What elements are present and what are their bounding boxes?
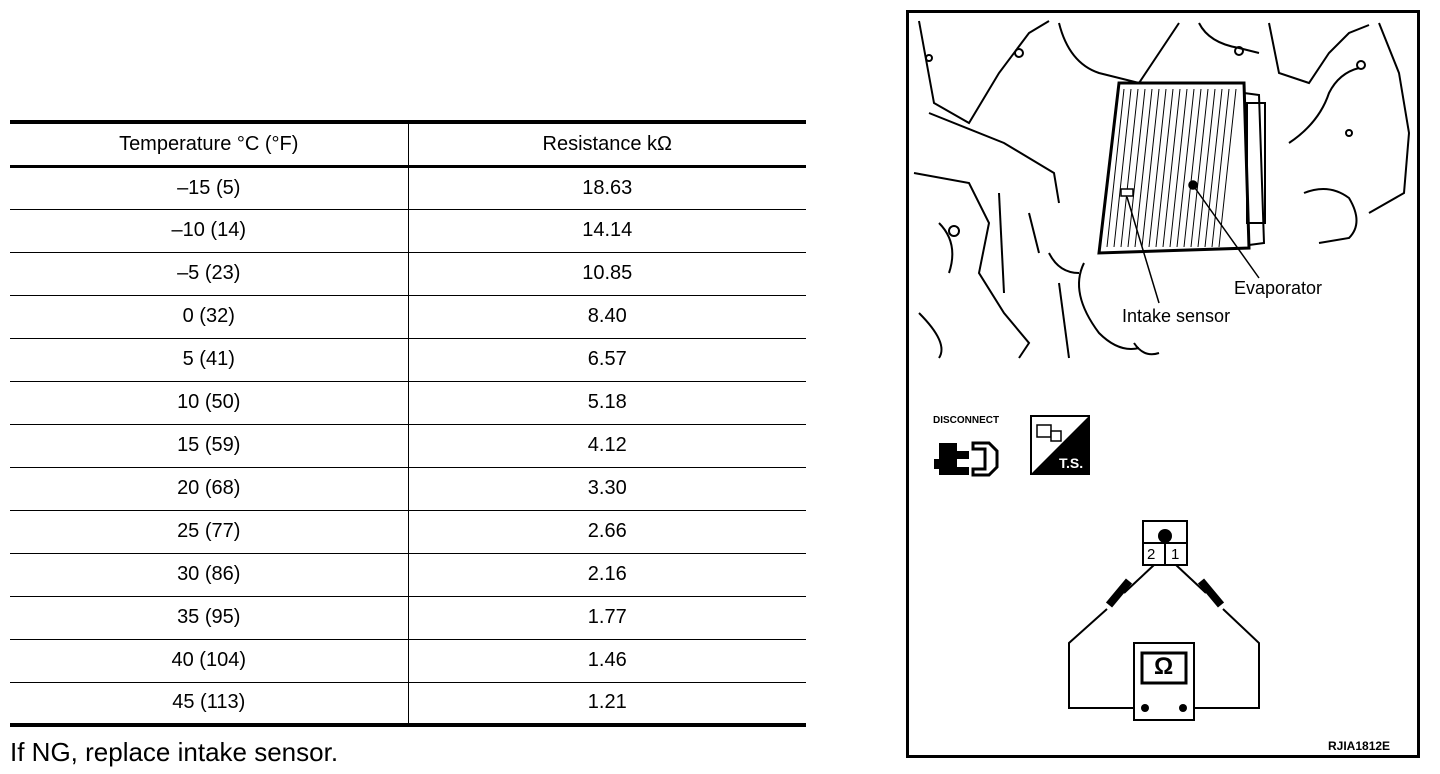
- header-resistance: Resistance kΩ: [408, 122, 806, 166]
- table-row: [10, 553, 806, 596]
- temperature-cell: 15 (59): [10, 424, 408, 467]
- figure-reference-code: RJIA1812E: [1328, 739, 1391, 753]
- resistance-cell: 2.16: [408, 553, 806, 596]
- temperature-cell: 10 (50): [10, 381, 408, 424]
- table-row: [10, 166, 806, 209]
- resistance-cell: 1.21: [408, 682, 806, 725]
- evaporator-label: Evaporator: [1234, 278, 1323, 298]
- temperature-cell: 0 (32): [10, 295, 408, 338]
- temperature-cell: 25 (77): [10, 510, 408, 553]
- intake-sensor-label: Intake sensor: [1122, 306, 1231, 326]
- table-row: [10, 467, 806, 510]
- temperature-cell: 45 (113): [10, 682, 408, 725]
- temperature-cell: –5 (23): [10, 252, 408, 295]
- temperature-cell: 40 (104): [10, 639, 408, 682]
- table-row: [10, 209, 806, 252]
- table-row: [10, 381, 806, 424]
- resistance-cell: 5.18: [408, 381, 806, 424]
- resistance-cell: 2.66: [408, 510, 806, 553]
- table-row: [10, 338, 806, 381]
- resistance-cell: 1.77: [408, 596, 806, 639]
- temperature-cell: 5 (41): [10, 338, 408, 381]
- disconnect-icon: [934, 443, 997, 475]
- replacement-note: If NG, replace intake sensor.: [10, 737, 339, 767]
- temperature-cell: 30 (86): [10, 553, 408, 596]
- table-row: [10, 639, 806, 682]
- temperature-cell: –15 (5): [10, 166, 408, 209]
- header-temperature: Temperature °C (°F): [10, 122, 408, 166]
- terminal-1-label: 1: [1171, 546, 1180, 563]
- resistance-cell: 18.63: [408, 166, 806, 209]
- resistance-cell: 6.57: [408, 338, 806, 381]
- figure-illustration: [909, 13, 1417, 755]
- table-header-row: [10, 122, 806, 166]
- terminal-2-label: 2: [1147, 546, 1156, 563]
- table-row: [10, 596, 806, 639]
- resistance-cell: 3.30: [408, 467, 806, 510]
- ohm-symbol: Ω: [1154, 653, 1174, 680]
- sensor-check-figure: [906, 10, 1420, 758]
- resistance-cell: 10.85: [408, 252, 806, 295]
- table-row: [10, 424, 806, 467]
- disconnect-label: DISCONNECT: [933, 415, 1000, 426]
- table-row: [10, 295, 806, 338]
- table-row: [10, 682, 806, 725]
- temperature-cell: –10 (14): [10, 209, 408, 252]
- evaporator-core: [1099, 83, 1265, 253]
- resistance-cell: 4.12: [408, 424, 806, 467]
- resistance-cell: 14.14: [408, 209, 806, 252]
- ts-label: T.S.: [1059, 455, 1084, 471]
- resistance-cell: 1.46: [408, 639, 806, 682]
- resistance-spec-table: [10, 120, 806, 727]
- table-row: [10, 510, 806, 553]
- temperature-cell: 35 (95): [10, 596, 408, 639]
- temperature-cell: 20 (68): [10, 467, 408, 510]
- resistance-cell: 8.40: [408, 295, 806, 338]
- table-row: [10, 252, 806, 295]
